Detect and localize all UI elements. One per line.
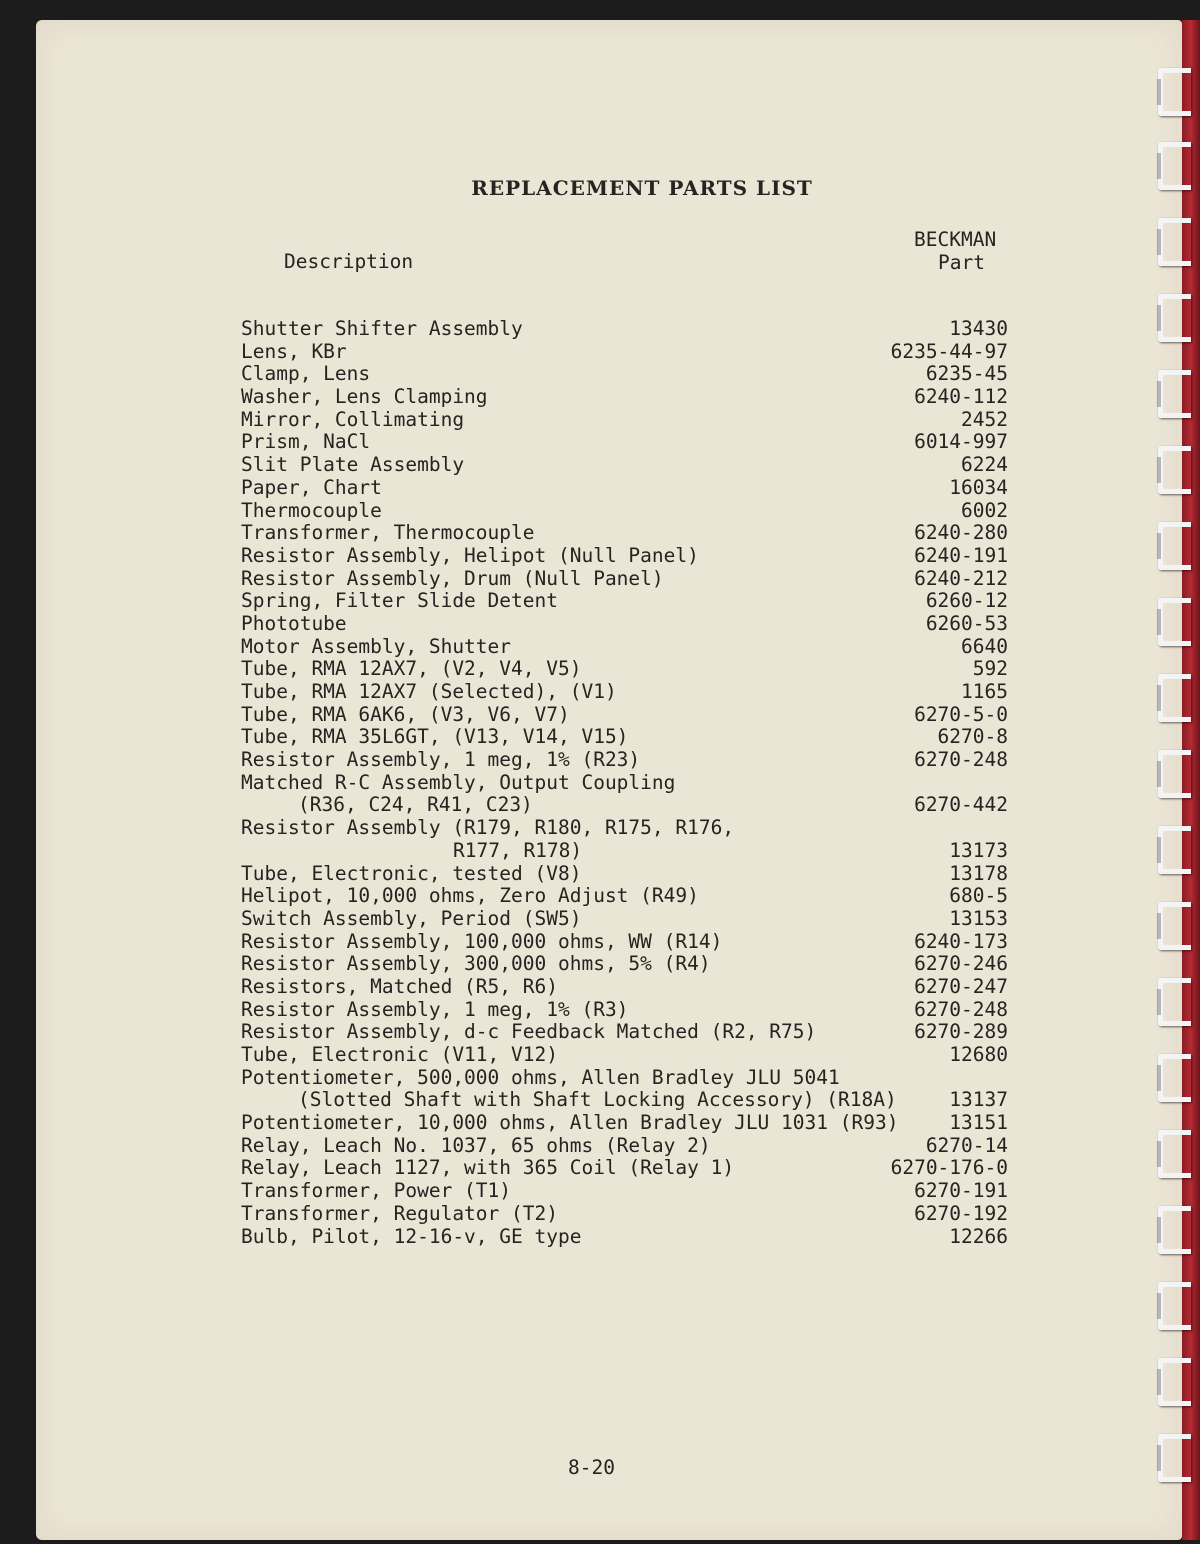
- parts-row: [238, 704, 1008, 727]
- part-description: Relay, Leach No. 1037, 65 ohms (Relay 2): [241, 1133, 711, 1157]
- part-number: 592: [972, 657, 1008, 681]
- parts-row: [238, 500, 1008, 523]
- part-description: (Slotted Shaft with Shaft Locking Accessory) (R18A): [298, 1088, 897, 1112]
- part-number: 6240-212: [914, 566, 1008, 590]
- parts-list: [238, 318, 1008, 1248]
- part-description: Matched R-C Assembly, Output Coupling: [241, 770, 676, 794]
- binding-coil: [1158, 826, 1191, 874]
- part-number: 12266: [949, 1224, 1008, 1248]
- description-column-header: Description: [284, 250, 414, 273]
- part-number: 6270-248: [914, 748, 1008, 772]
- parts-row: [238, 386, 1008, 409]
- part-number: 13153: [949, 906, 1008, 930]
- part-description: Helipot, 10,000 ohms, Zero Adjust (R49): [241, 884, 699, 908]
- part-description: Tube, Electronic (V11, V12): [241, 1043, 558, 1066]
- part-description: Phototube: [241, 611, 347, 635]
- parts-row: [238, 363, 1008, 386]
- parts-row: [238, 1180, 1008, 1203]
- binding-coil: [1158, 1206, 1191, 1254]
- binding-coil: [1158, 1054, 1191, 1102]
- parts-row: [238, 658, 1008, 681]
- part-description: Transformer, Thermocouple: [241, 521, 535, 545]
- part-description: Tube, RMA 12AX7, (V2, V4, V5): [241, 657, 582, 681]
- binding-coil: [1158, 446, 1191, 494]
- parts-row: [238, 749, 1008, 772]
- parts-row: [238, 568, 1008, 591]
- parts-row: [238, 545, 1008, 568]
- part-number: 6270-8: [937, 725, 1008, 749]
- part-number: 6014-997: [914, 430, 1008, 454]
- part-description: Tube, RMA 35L6GT, (V13, V14, V15): [241, 725, 629, 749]
- parts-row: [238, 431, 1008, 454]
- part-description: Resistor Assembly, d-c Feedback Matched (R2, R75): [241, 1020, 817, 1044]
- binding-coil: [1158, 1282, 1191, 1330]
- part-description: Resistor Assembly, 100,000 ohms, WW (R14): [241, 929, 723, 953]
- part-description: Slit Plate Assembly: [241, 453, 465, 477]
- part-number: 6270-248: [914, 997, 1008, 1021]
- part-number: 13137: [949, 1088, 1008, 1112]
- binding-coil: [1158, 68, 1191, 116]
- part-number: 680-5: [949, 884, 1008, 908]
- part-description: Transformer, Power (T1): [241, 1179, 512, 1203]
- part-description: Prism, NaCl: [241, 430, 371, 454]
- parts-row: [238, 976, 1008, 999]
- part-description: Resistors, Matched (R5, R6): [241, 974, 558, 998]
- parts-row: [238, 613, 1008, 636]
- parts-row: [238, 409, 1008, 432]
- page-number: 8-20: [568, 1456, 615, 1479]
- parts-row: [238, 863, 1008, 886]
- part-description: Resistor Assembly, 1 meg, 1% (R3): [241, 997, 629, 1021]
- part-description: Resistor Assembly, 1 meg, 1% (R23): [241, 748, 641, 772]
- part-description: Spring, Filter Slide Detent: [241, 589, 558, 613]
- part-number: 6224: [961, 453, 1008, 477]
- part-description: Potentiometer, 10,000 ohms, Allen Bradley JLU 1031 (R93): [241, 1111, 899, 1135]
- part-number: 12680: [949, 1043, 1008, 1066]
- part-description: Paper, Chart: [241, 475, 382, 499]
- parts-row: [238, 1203, 1008, 1226]
- parts-row: [238, 931, 1008, 954]
- part-description: Washer, Lens Clamping: [241, 385, 488, 409]
- part-description: Tube, Electronic, tested (V8): [241, 861, 582, 885]
- part-number: 6640: [961, 634, 1008, 658]
- part-number: 6270-192: [914, 1201, 1008, 1225]
- part-description: Resistor Assembly, Drum (Null Panel): [241, 566, 664, 590]
- part-description: Resistor Assembly, Helipot (Null Panel): [241, 543, 699, 567]
- part-number: 16034: [949, 475, 1008, 499]
- parts-row: [238, 840, 1008, 863]
- part-number: 6270-246: [914, 952, 1008, 976]
- part-number: 6240-280: [914, 521, 1008, 545]
- binding-coil: [1158, 1434, 1191, 1482]
- binding-coil: [1158, 294, 1191, 342]
- binding-coil: [1158, 218, 1191, 266]
- parts-row: [238, 636, 1008, 659]
- part-description: R177, R178): [453, 838, 583, 862]
- parts-row: [238, 1157, 1008, 1180]
- parts-row: [238, 454, 1008, 477]
- binding-coil: [1158, 1358, 1191, 1406]
- parts-row: [238, 953, 1008, 976]
- part-number: 6235-44-97: [890, 339, 1008, 363]
- parts-row: [238, 341, 1008, 364]
- binding-coil: [1158, 1130, 1191, 1178]
- parts-row: [238, 1067, 1008, 1090]
- part-number: 6270-247: [914, 974, 1008, 998]
- part-description: Thermocouple: [241, 498, 382, 522]
- part-description: Mirror, Collimating: [241, 407, 465, 431]
- part-number: 13430: [949, 317, 1008, 340]
- binding-coil: [1158, 370, 1191, 418]
- part-description: (R36, C24, R41, C23): [298, 793, 533, 817]
- parts-row: [238, 1112, 1008, 1135]
- part-number: 6240-112: [914, 385, 1008, 409]
- part-number: 6270-289: [914, 1020, 1008, 1044]
- part-column-header-line1: BECKMAN: [914, 228, 997, 251]
- part-description: Resistor Assembly, 300,000 ohms, 5% (R4): [241, 952, 711, 976]
- part-description: Potentiometer, 500,000 ohms, Allen Bradley JLU 5041: [241, 1065, 840, 1089]
- part-number: 1165: [961, 680, 1008, 703]
- parts-row: [238, 1135, 1008, 1158]
- part-number: 13178: [949, 861, 1008, 885]
- part-description: Switch Assembly, Period (SW5): [241, 906, 582, 930]
- binding-coil: [1158, 674, 1191, 722]
- page-title: REPLACEMENT PARTS LIST: [471, 176, 813, 200]
- part-number: 6240-191: [914, 543, 1008, 567]
- part-description: Relay, Leach 1127, with 365 Coil (Relay 1): [241, 1156, 735, 1180]
- parts-row: [238, 908, 1008, 931]
- part-number: 6270-191: [914, 1179, 1008, 1203]
- part-description: Motor Assembly, Shutter: [241, 634, 512, 658]
- part-description: Bulb, Pilot, 12-16-v, GE type: [241, 1224, 582, 1248]
- parts-row: [238, 681, 1008, 704]
- parts-row: [238, 318, 1008, 341]
- part-number: 13173: [949, 838, 1008, 862]
- parts-row: [238, 817, 1008, 840]
- parts-row: [238, 522, 1008, 545]
- part-description: Shutter Shifter Assembly: [241, 317, 523, 340]
- part-number: 6270-14: [925, 1133, 1008, 1157]
- part-number: 6260-12: [925, 589, 1008, 613]
- binding-coil: [1158, 750, 1191, 798]
- part-number: 6270-176-0: [890, 1156, 1008, 1180]
- part-number: 2452: [961, 407, 1008, 431]
- part-description: Lens, KBr: [241, 339, 347, 363]
- part-number: 6260-53: [925, 611, 1008, 635]
- part-description: Resistor Assembly (R179, R180, R175, R176,: [241, 816, 735, 840]
- part-column-header-line2: Part: [938, 251, 985, 274]
- part-number: 6270-442: [914, 793, 1008, 817]
- part-number: 6002: [961, 498, 1008, 522]
- parts-row: [238, 590, 1008, 613]
- part-description: Tube, RMA 12AX7 (Selected), (V1): [241, 680, 617, 703]
- part-number: 13151: [949, 1111, 1008, 1135]
- binding-coil: [1158, 978, 1191, 1026]
- binding-coil: [1158, 522, 1191, 570]
- parts-row: [238, 772, 1008, 795]
- part-number: 6240-173: [914, 929, 1008, 953]
- part-description: Transformer, Regulator (T2): [241, 1201, 558, 1225]
- parts-row: [238, 999, 1008, 1022]
- parts-row: [238, 477, 1008, 500]
- binding-coil: [1158, 902, 1191, 950]
- part-number: 6270-5-0: [914, 702, 1008, 726]
- part-description: Clamp, Lens: [241, 362, 371, 386]
- part-description: Tube, RMA 6AK6, (V3, V6, V7): [241, 702, 570, 726]
- parts-row: [238, 885, 1008, 908]
- parts-row: [238, 1226, 1008, 1249]
- parts-row: [238, 794, 1008, 817]
- parts-row: [238, 1021, 1008, 1044]
- parts-row: [238, 1089, 1008, 1112]
- parts-row: [238, 726, 1008, 749]
- binding-coil: [1158, 598, 1191, 646]
- part-number: 6235-45: [925, 362, 1008, 386]
- parts-row: [238, 1044, 1008, 1067]
